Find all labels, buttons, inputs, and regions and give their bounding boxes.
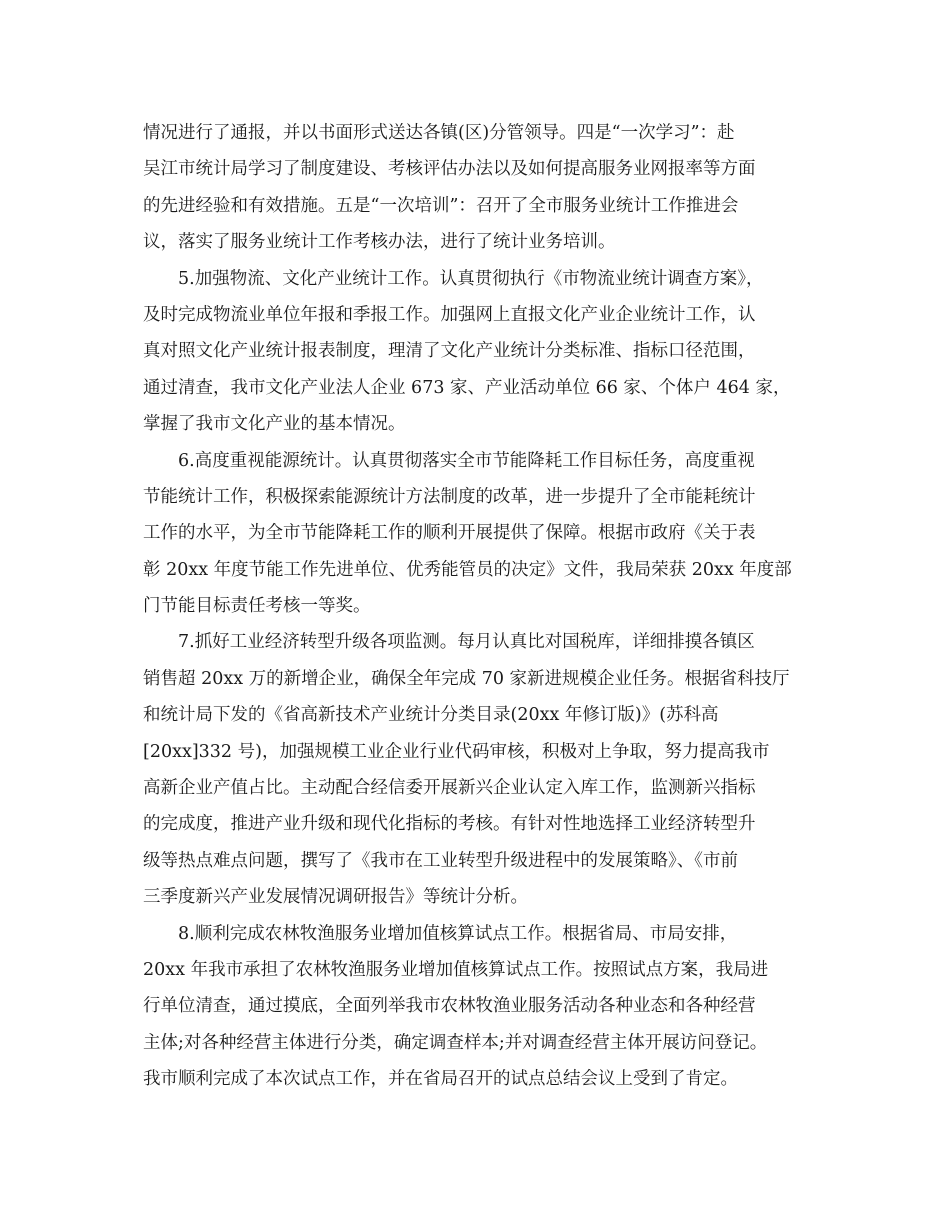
text-line: [20xx]332 号)，加强规模工业企业行业代码审核，积极对上争取，努力提高我市 (143, 741, 770, 762)
text-line: 行单位清查，通过摸底，全面列举我市农林牧渔业服务活动各种业态和各种经营 (143, 996, 756, 1017)
text-line: 掌握了我市文化产业的基本情况。 (143, 414, 406, 435)
document-body (143, 115, 811, 1098)
text-line: 高新企业产值占比。主动配合经信委开展新兴企业认定入库工作，监测新兴指标 (143, 778, 756, 799)
text-line: 三季度新兴产业发展情况调研报告》等统计分析。 (143, 887, 528, 908)
text-line: 议，落实了服务业统计工作考核办法，进行了统计业务培训。 (143, 232, 616, 253)
text-line: 彰 20xx 年度节能工作先进单位、优秀能管员的决定》文件，我局荣获 20xx 年度部 (143, 559, 792, 580)
text-line: 的先进经验和有效措施。五是“一次培训”：召开了全市服务业统计工作推进会 (143, 195, 739, 216)
text-line: 的完成度，推进产业升级和现代化指标的考核。有针对性地选择工业经济转型升 (143, 814, 756, 835)
text-line: 节能统计工作，积极探索能源统计方法制度的改革，进一步提升了全市能耗统计 (143, 486, 756, 507)
text-line: 销售超 20xx 万的新增企业，确保全年完成 70 家新进规模企业任务。根据省科技厅 (143, 668, 790, 689)
text-line: 和统计局下发的《省高新技术产业统计分类目录(20xx 年修订版)》(苏科高 (143, 705, 719, 726)
text-line: 级等热点难点问题，撰写了《我市在工业转型升级进程中的发展策略》、《市前 (143, 850, 738, 871)
text-line: 真对照文化产业统计报表制度，理清了文化产业统计分类标准、指标口径范围， (143, 341, 756, 362)
section-7-heading-line: 7.抓好工业经济转型升级各项监测。每月认真比对国税库，详细排摸各镇区 (178, 632, 755, 653)
section-8-heading-line: 8.顺利完成农林牧渔服务业增加值核算试点工作。根据省局、市局安排， (178, 923, 738, 944)
text-line: 门节能目标责任考核一等奖。 (143, 596, 371, 617)
text-line: 通过清查，我市文化产业法人企业 673 家、产业活动单位 66 家、个体户 464 家， (143, 377, 791, 398)
section-5-heading-line: 5.加强物流、文化产业统计工作。认真贯彻执行《市物流业统计调查方案》， (178, 268, 764, 289)
text-line: 及时完成物流业单位年报和季报工作。加强网上直报文化产业企业统计工作，认 (143, 304, 756, 325)
text-line: 20xx 年我市承担了农林牧渔服务业增加值核算试点工作。按照试点方案，我局进 (143, 959, 769, 980)
text-line: 工作的水平，为全市节能降耗工作的顺利开展提供了保障。根据市政府《关于表 (143, 523, 756, 544)
text-line: 情况进行了通报，并以书面形式送达各镇(区)分管领导。四是“一次学习”：赴 (143, 123, 735, 143)
section-6-heading-line: 6.高度重视能源统计。认真贯彻落实全市节能降耗工作目标任务，高度重视 (178, 450, 755, 471)
text-line: 主体;对各种经营主体进行分类，确定调查样本;并对调查经营主体开展访问登记。 (143, 1032, 768, 1053)
text-line: 吴江市统计局学习了制度建设、考核评估办法以及如何提高服务业网报率等方面 (143, 159, 756, 180)
text-line: 我市顺利完成了本次试点工作，并在省局召开的试点总结会议上受到了肯定。 (143, 1069, 738, 1090)
